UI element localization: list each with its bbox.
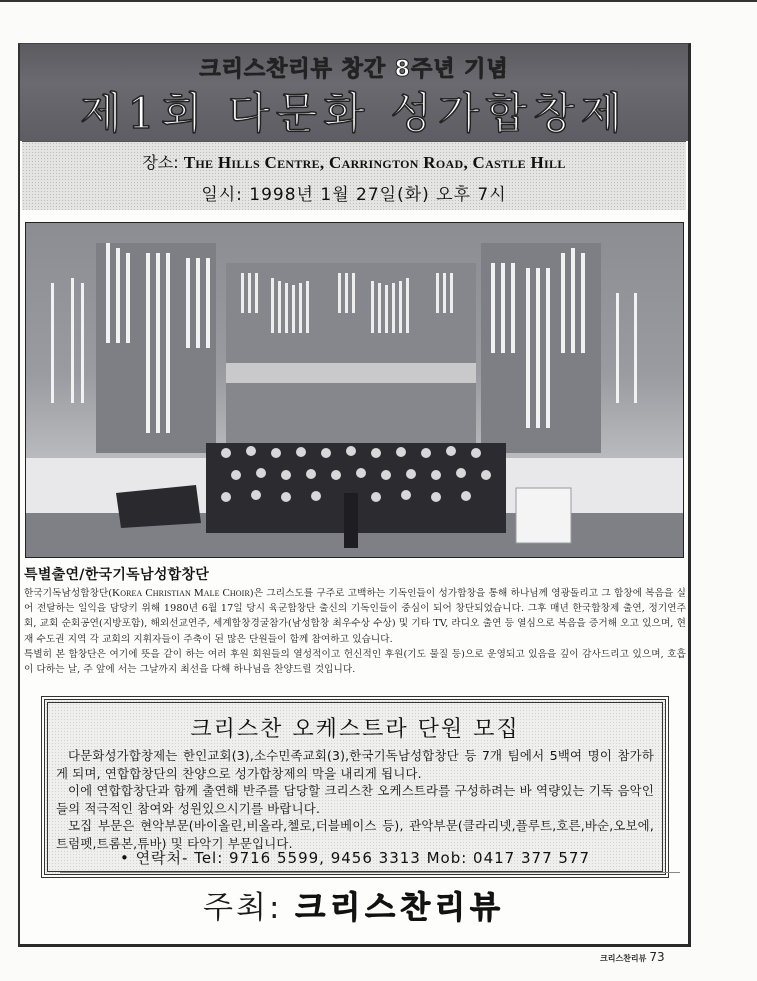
sponsor-logo: 크리스찬리뷰 xyxy=(295,890,505,926)
page-number: 73 xyxy=(649,950,665,964)
choir-article xyxy=(24,564,686,677)
orchestra-paragraph-3: 모집 부문은 현악부문(바이올린,비올라,첼로,더블베이스 등), 관악부문(클라리넷,플루트,호른,바순,오보에,트럼펫,트롬본,튜바) 및 타악기 부문입니다. xyxy=(56,818,654,851)
event-title: 제1회 다문화 성가합창제 xyxy=(79,89,629,139)
orchestra-title: 크리스찬 오케스트라 단원 모집 xyxy=(190,717,520,742)
para1-prefix: 한국기독남성합창단( xyxy=(24,588,113,599)
date-value: 1998년 1월 27일(화) 오후 7시 xyxy=(249,185,507,205)
choir-english-name: Korea Christian Male Choir xyxy=(112,587,250,599)
pipe-organ-stage-illustration xyxy=(26,223,683,557)
contact-line: • 연락처- Tel: 9716 5599, 9456 3313 Mob: 0417 377 577 xyxy=(119,849,591,867)
magazine-name: 크리스찬리뷰 xyxy=(600,954,647,963)
article-paragraph-1 xyxy=(24,586,686,677)
orchestra-body xyxy=(56,747,654,852)
event-info-panel xyxy=(22,141,686,210)
advertisement-frame xyxy=(18,43,691,947)
venue-value: The Hills Centre, Carrington Road, Castle Hill xyxy=(183,153,566,172)
venue-line xyxy=(22,150,686,173)
date-label: 일시: xyxy=(201,185,243,205)
venue-label: 장소: xyxy=(142,153,179,172)
page-footer xyxy=(600,950,665,964)
choir-photo xyxy=(25,222,684,558)
title-banner xyxy=(20,44,688,141)
para1-rest: )은 그리스도를 구주로 고백하는 기독인들이 성가합창을 통해 하나님께 영광돌리고 그 합창에 복음을 실어 전달하는 일익을 담당키 위해 1980년 6월 17일 당시 육군합창단 출신의 기독인들이 중심이 되어 창단되었습니다. 그후 매년 한국합창제 출연, 정기연주회, 교회 순회공연(지방포함), 해외선교연주, 세계합창경굴참가(남성합창 최우수상 수상) 및 기타 TV, 라디오 출연 등 열심으로 복음을 증거해 오고 있으며, 현재 수도권 지역 각 교회의 지휘자들이 주축이 된 많은 단원들이 함께 참여하고 있습니다. xyxy=(24,588,687,645)
orchestra-recruitment-box xyxy=(44,699,666,875)
page-top-edge xyxy=(0,0,757,2)
article-paragraph-2: 특별히 본 합창단은 여기에 뜻을 같이 하는 여러 후원 회원들의 열성적이고 헌신적인 후원(기도 물질 등)으로 운영되고 있음을 깊이 감사드리고 있으며, 호흡이 다하는 날, 주 앞에 서는 그날까지 최선을 다해 하나님을 찬양드릴 것입니다. xyxy=(24,648,686,676)
orchestra-paragraph-2: 이에 연합합창단과 함께 출연해 반주를 담당할 크리스찬 오케스트라를 구성하려는 바 역량있는 기독 음악인들의 적극적인 참여와 성원있으시기를 바랍니다. xyxy=(56,783,654,816)
date-line xyxy=(22,180,686,205)
sponsor-label: 주최: xyxy=(203,890,283,926)
divider xyxy=(60,872,680,873)
article-heading: 특별출연/한국기독남성합창단 xyxy=(24,567,210,583)
sponsor-line xyxy=(20,882,688,927)
anniversary-subtitle: 크리스찬리뷰 창간 8주년 기념 xyxy=(199,57,509,82)
orchestra-paragraph-1: 다문화성가합창제는 한인교회(3),소수민족교회(3),한국기독남성합창단 등 7개 팀에서 5백여 명이 참가하게 되며, 연합합창단의 찬양으로 성가합창제의 막을 내리게 됩니다. xyxy=(56,748,654,781)
